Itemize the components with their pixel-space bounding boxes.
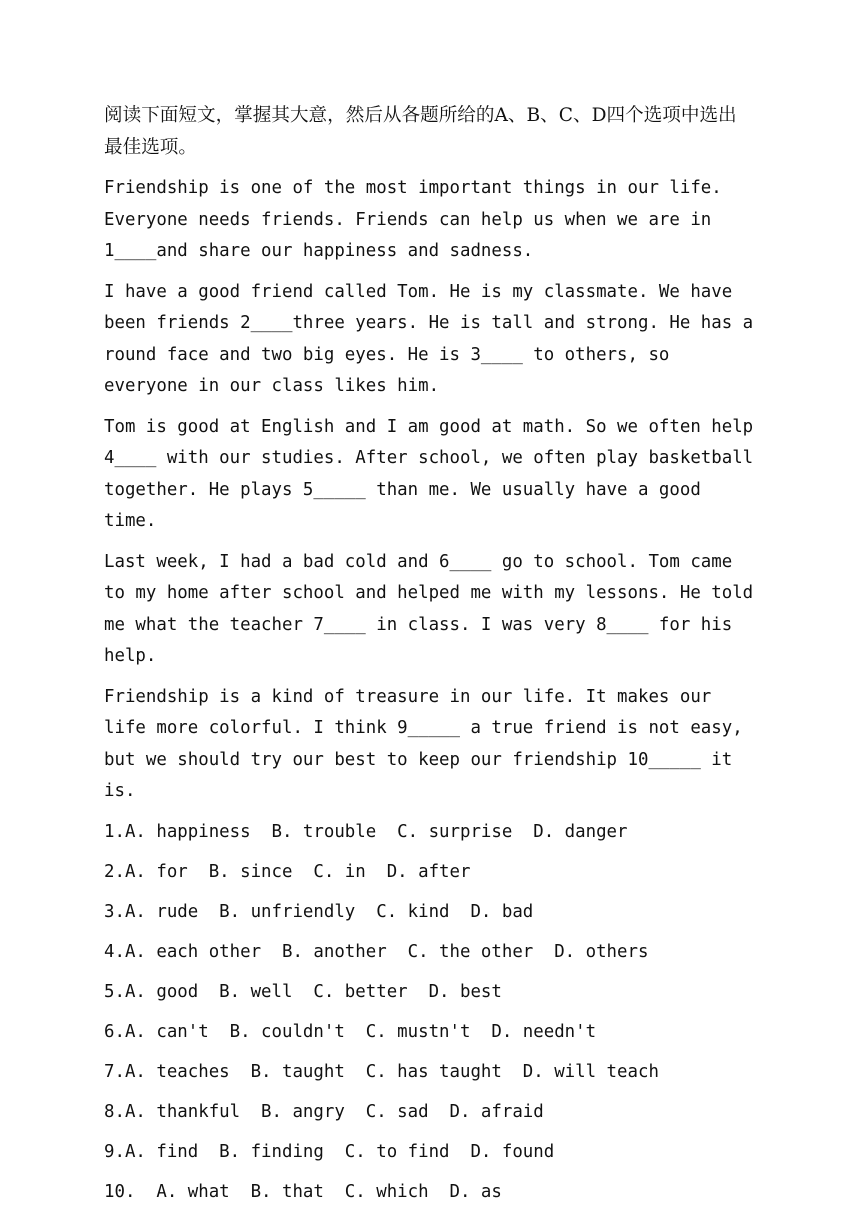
- passage-paragraph-3: Tom is good at English and I am good at math. So we often help 4____ with our studies. After school, we often play basketball together. He plays 5_____ than me. We usually have a good time.: [104, 416, 754, 531]
- option-line-3: 3.A. rude B. unfriendly C. kind D. bad: [104, 901, 534, 922]
- passage: [104, 173, 754, 808]
- option-line-6: 6.A. can't B. couldn't C. mustn't D. needn't: [104, 1021, 597, 1042]
- option-line-7: 7.A. teaches B. taught C. has taught D. will teach: [104, 1061, 659, 1082]
- document-page: [104, 100, 754, 1217]
- passage-paragraph-5: Friendship is a kind of treasure in our life. It makes our life more colorful. I think 9_____ a true friend is not easy, but we should try our best to keep our friendship 10_____ it is.: [104, 686, 743, 801]
- option-line-2: 2.A. for B. since C. in D. after: [104, 861, 471, 882]
- passage-paragraph-4: Last week, I had a bad cold and 6____ go to school. Tom came to my home after school and helped me with my lessons. He told me what the teacher 7____ in class. I was very 8____ for his help.: [104, 551, 754, 666]
- passage-paragraph-2: I have a good friend called Tom. He is my classmate. We have been friends 2____three years. He is tall and strong. He has a round face and two big eyes. He is 3____ to others, so everyone in our class likes him.: [104, 281, 754, 396]
- option-line-8: 8.A. thankful B. angry C. sad D. afraid: [104, 1101, 544, 1122]
- option-line-4: 4.A. each other B. another C. the other D. others: [104, 941, 649, 962]
- answer-options: [104, 817, 754, 1209]
- option-line-9: 9.A. find B. finding C. to find D. found: [104, 1141, 555, 1162]
- instruction-text: 阅读下面短文，掌握其大意，然后从各题所给的A、B、C、D四个选项中选出最佳选项。: [104, 105, 737, 158]
- option-line-5: 5.A. good B. well C. better D. best: [104, 981, 502, 1002]
- option-line-10: 10. A. what B. that C. which D. as: [104, 1181, 502, 1202]
- passage-paragraph-1: Friendship is one of the most important things in our life. Everyone needs friends. Friends can help us when we are in 1____and share our happiness and sadness.: [104, 178, 722, 261]
- option-line-1: 1.A. happiness B. trouble C. surprise D. danger: [104, 821, 628, 842]
